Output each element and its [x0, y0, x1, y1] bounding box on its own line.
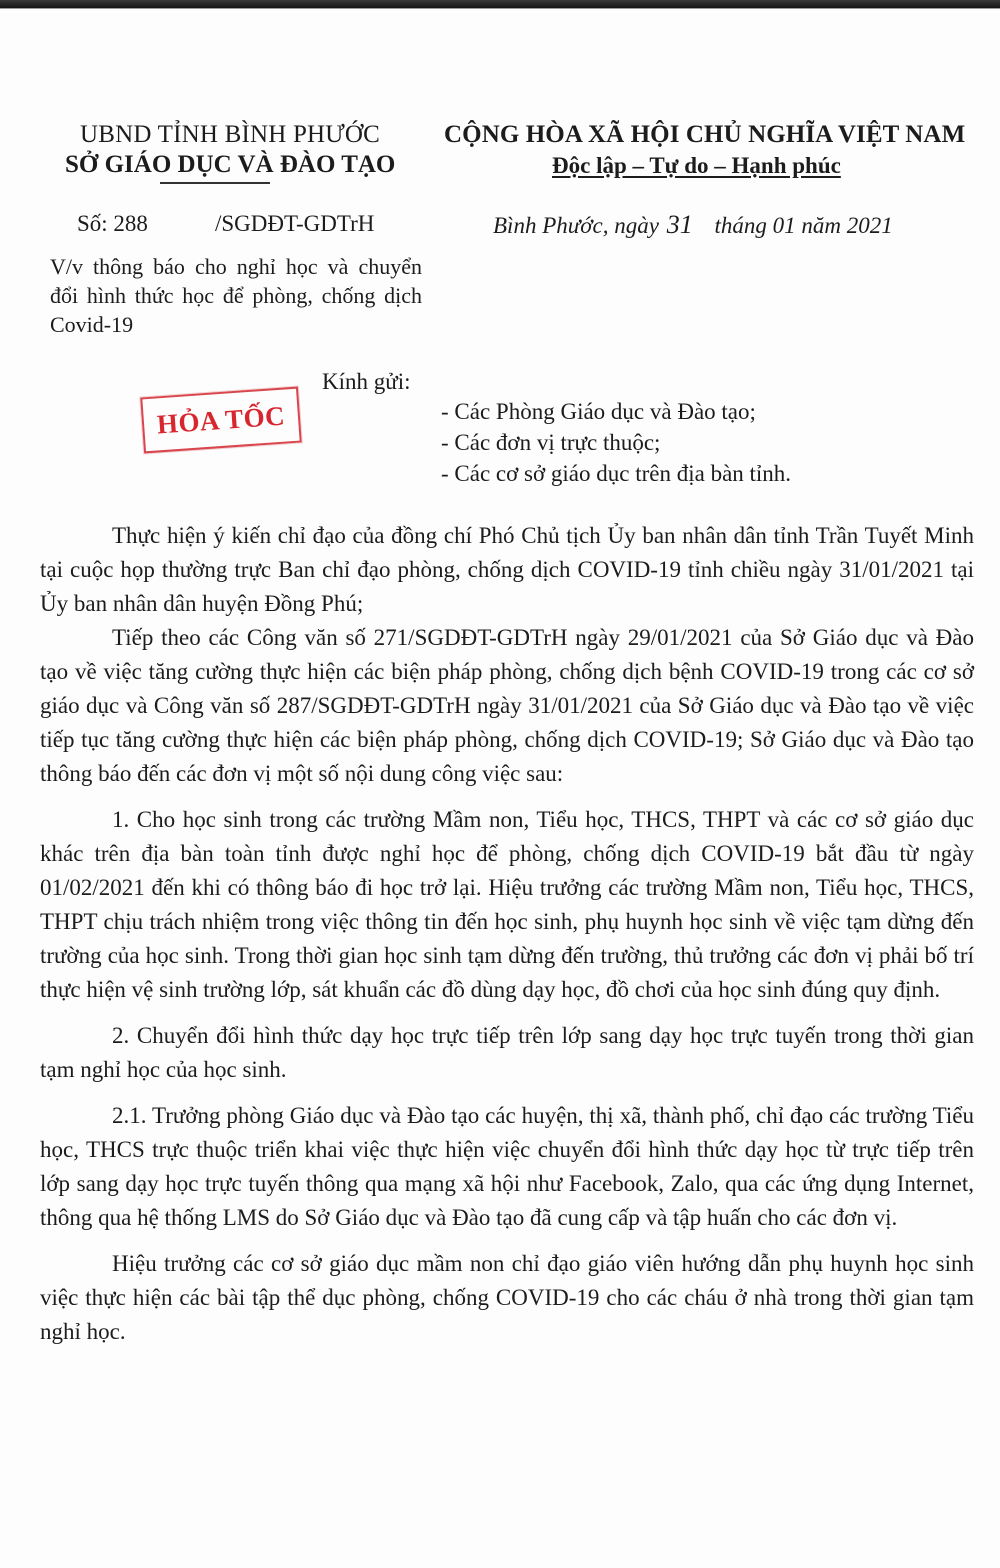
urgent-stamp: [140, 387, 302, 454]
issuing-authority: UBND TỈNH BÌNH PHƯỚC: [80, 121, 381, 148]
document-number: Số: 288: [77, 211, 148, 236]
date-day: 31: [666, 210, 693, 239]
document-subject: V/v thông báo cho nghỉ học và chuyển đổi hình thức học để phòng, chống dịch Covid-19: [50, 254, 422, 337]
recipient-item: - Các cơ sở giáo dục trên địa bàn tỉnh.: [441, 461, 792, 486]
document-body: [40, 519, 974, 1349]
document-code: /SGDĐT-GDTrH: [215, 211, 375, 236]
top-status-bar: [0, 0, 1000, 9]
recipient-item: - Các đơn vị trực thuộc;: [441, 430, 661, 455]
national-title: CỘNG HÒA XÃ HỘI CHỦ NGHĨA VIỆT NAM: [444, 121, 966, 148]
recipient-item: - Các Phòng Giáo dục và Đào tạo;: [441, 399, 756, 424]
national-motto: Độc lập – Tự do – Hạnh phúc: [552, 153, 841, 178]
urgent-stamp-label: HỎA TỐC: [155, 400, 286, 439]
issuing-department: SỞ GIÁO DỤC VÀ ĐÀO TẠO: [65, 151, 396, 178]
place-date: [493, 210, 893, 240]
place-prefix: Bình Phước, ngày: [493, 213, 659, 238]
body-paragraph: 1. Cho học sinh trong các trường Mầm non, Tiểu học, THCS, THPT và các cơ sở giáo dục khác trên địa bàn toàn tỉnh được nghỉ học để phòng, chống dịch COVID-19 bắt đầu từ ngày 01/02/2021 đến khi có thông báo đi học trở lại. Hiệu trưởng các trường Mầm non, Tiểu học, THCS, THPT chịu trách nhiệm trong việc thông tin đến học sinh, phụ huynh học sinh về việc tạm dừng đến trường của học sinh. Trong thời gian học sinh tạm dừng đến trường, thủ trưởng các đơn vị phải bố trí thực hiện vệ sinh trường lớp, sát khuẩn các đồ dùng dạy học, đồ chơi của học sinh đúng quy định.: [40, 807, 974, 1002]
body-paragraph: Tiếp theo các Công văn số 271/SGDĐT-GDTrH ngày 29/01/2021 của Sở Giáo dục và Đào tạo về việc tăng cường thực hiện các biện pháp phòng, chống dịch bệnh COVID-19 trong các cơ sở giáo dục và Công văn số 287/SGDĐT-GDTrH ngày 31/01/2021 của Sở Giáo dục và Đào tạo về việc tiếp tục tăng cường thực hiện các biện pháp phòng, chống dịch COVID-19; Sở Giáo dục và Đào tạo thông báo đến các đơn vị một số nội dung công việc sau:: [40, 625, 974, 786]
body-paragraph: Thực hiện ý kiến chỉ đạo của đồng chí Phó Chủ tịch Ủy ban nhân dân tỉnh Trần Tuyết Minh tại cuộc họp thường trực Ban chỉ đạo phòng, chống dịch COVID-19 tỉnh chiều ngày 31/01/2021 tại Ủy ban nhân dân huyện Đồng Phú;: [40, 523, 974, 616]
body-paragraph: 2.1. Trưởng phòng Giáo dục và Đào tạo các huyện, thị xã, thành phố, chỉ đạo các trường Tiểu học, THCS trực thuộc triển khai việc thực hiện việc chuyển đổi hình thức dạy học từ trực tiếp trên lớp sang dạy học trực tuyến thông qua mạng xã hội như Facebook, Zalo, qua các ứng dụng Internet, thông qua hệ thống LMS do Sở Giáo dục và Đào tạo đã cung cấp và tập huấn cho các đơn vị.: [40, 1103, 974, 1230]
body-paragraph: 2. Chuyển đổi hình thức dạy học trực tiếp trên lớp sang dạy học trực tuyến trong thời gian tạm nghỉ học của học sinh.: [40, 1023, 974, 1082]
body-paragraph: Hiệu trưởng các cơ sở giáo dục mầm non chỉ đạo giáo viên hướng dẫn phụ huynh học sinh việc thực hiện các bài tập thể dục phòng, chống COVID-19 cho các cháu ở nhà trong thời gian tạm nghỉ học.: [40, 1251, 974, 1344]
date-month-year: tháng 01 năm 2021: [714, 213, 893, 238]
department-underline: [160, 182, 270, 184]
addressee-label: Kính gửi:: [322, 369, 411, 394]
recipient-list: [441, 396, 791, 489]
